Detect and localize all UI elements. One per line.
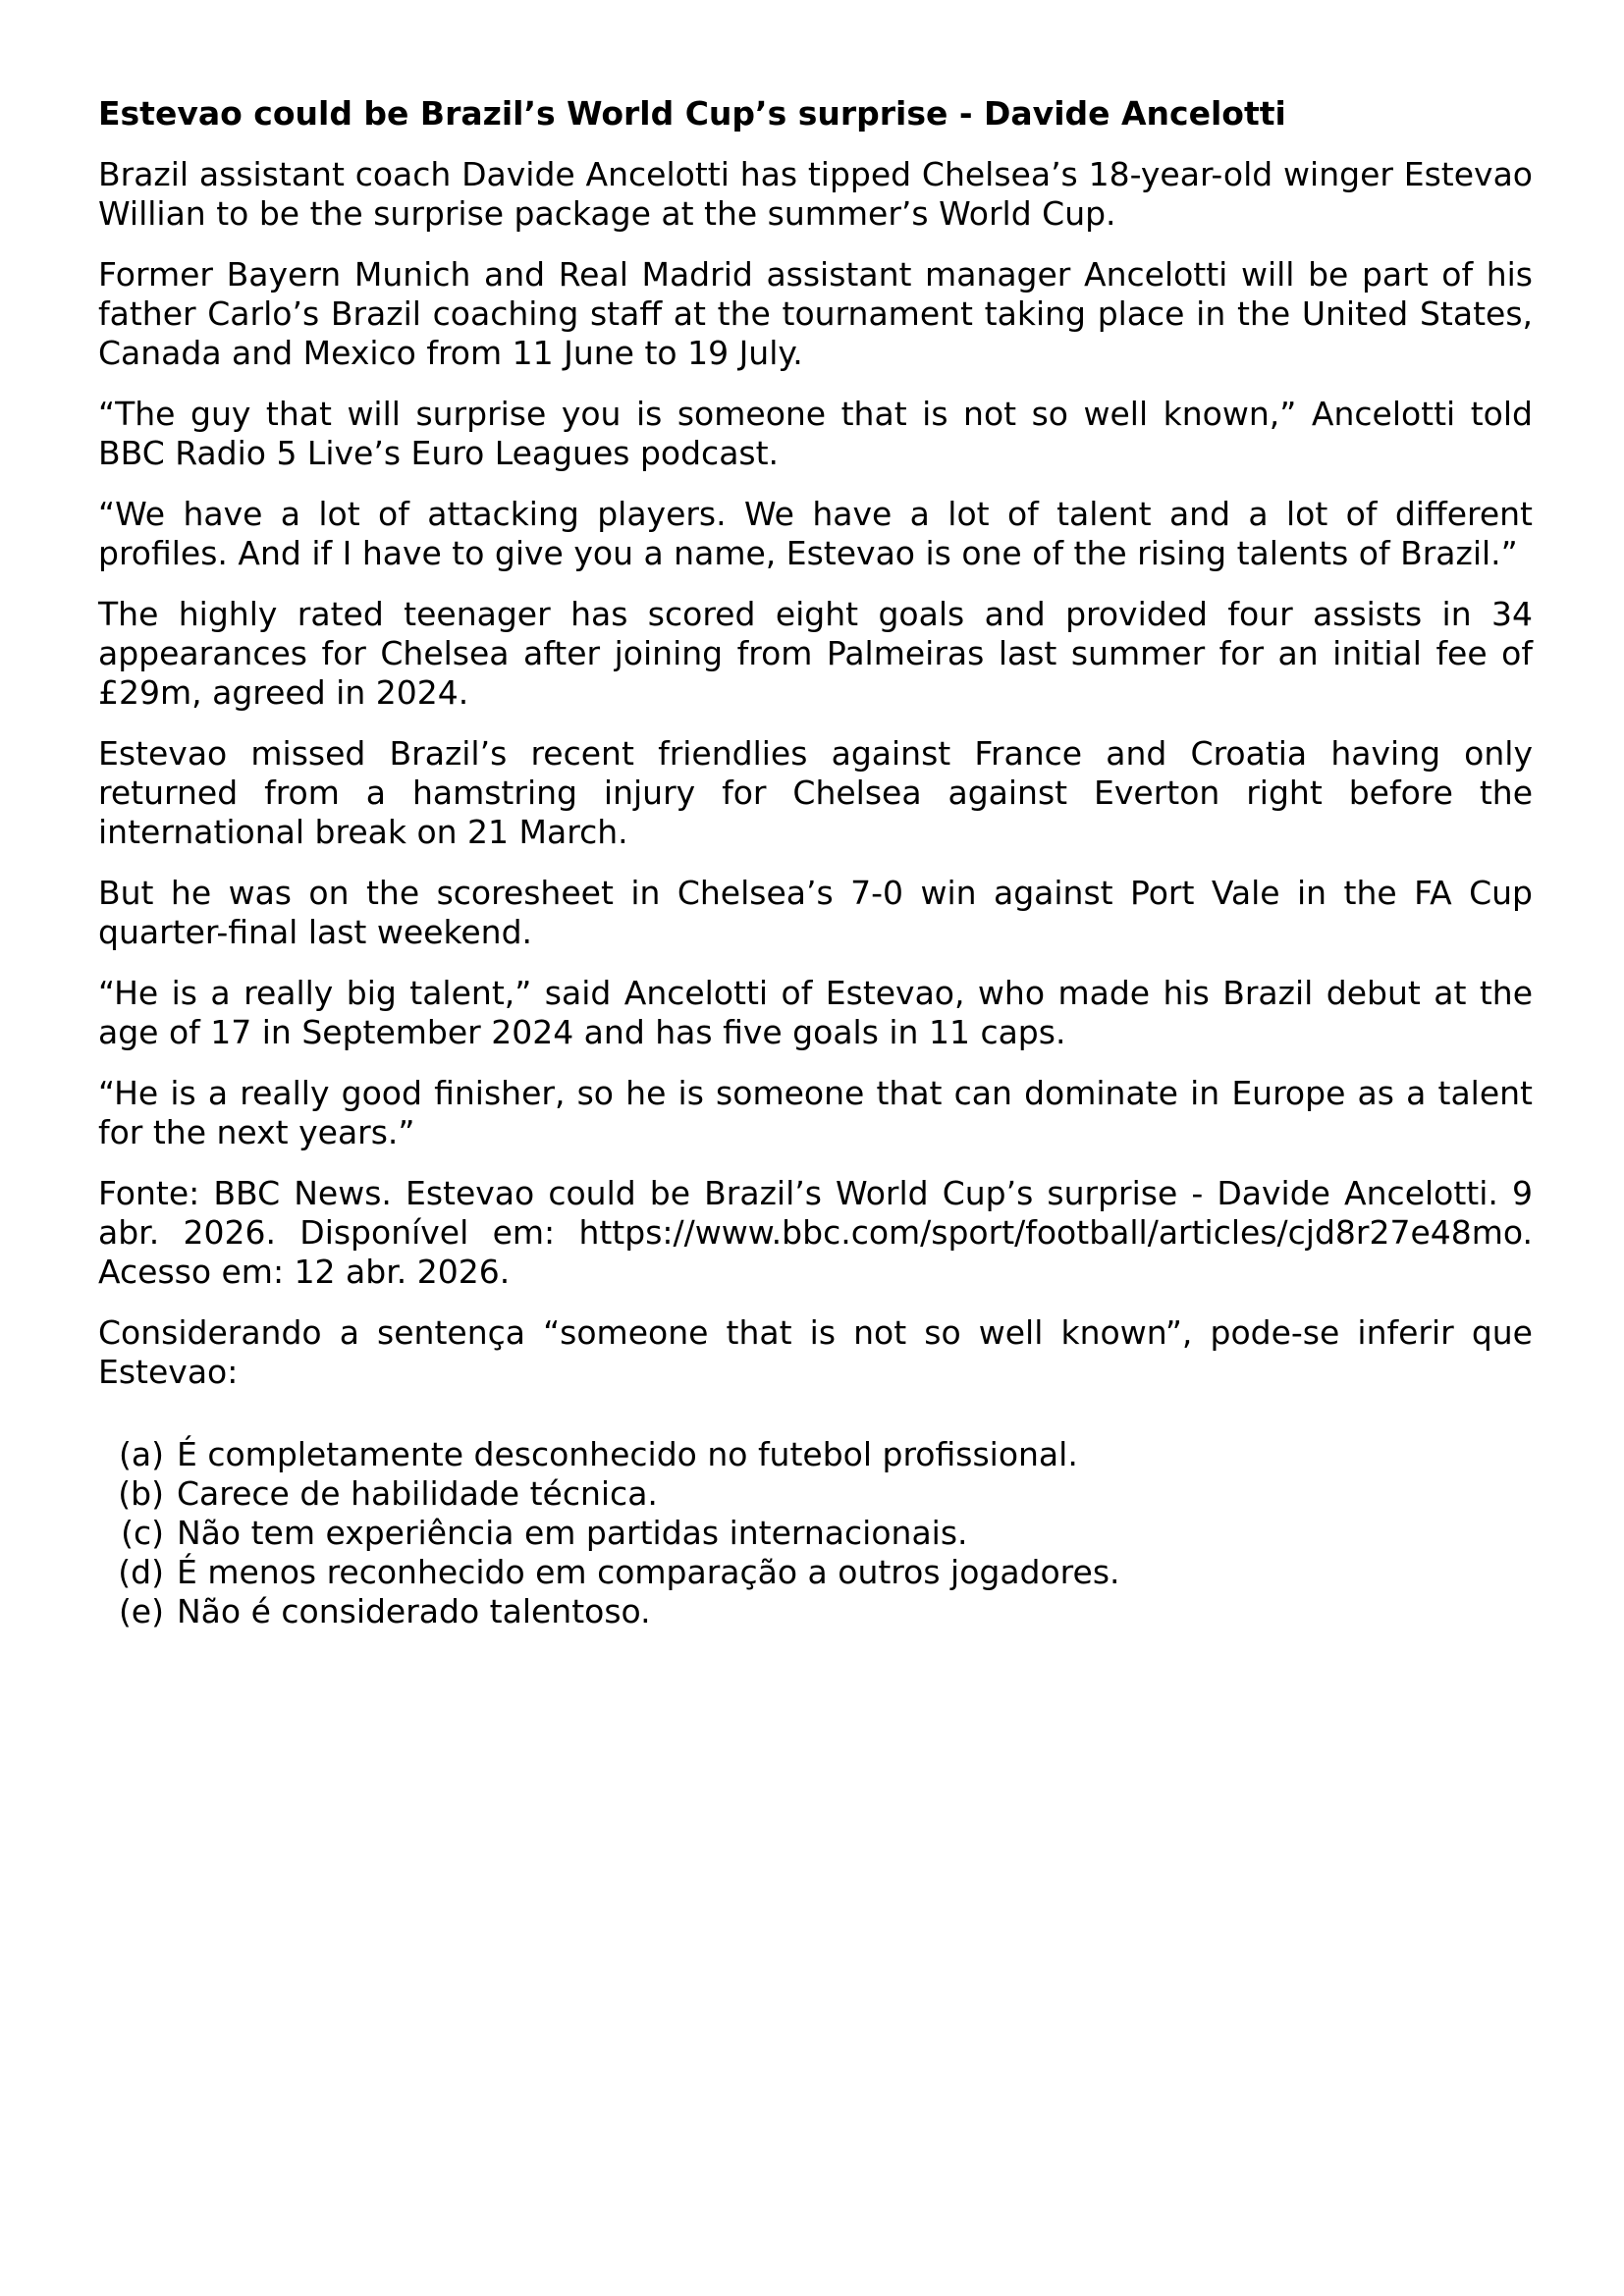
article-title: Estevao could be Brazil’s World Cup’s surprise - Davide Ancelotti bbox=[98, 94, 1286, 133]
option-b bbox=[98, 1474, 1533, 1514]
paragraph-6: Estevao missed Brazil’s recent friendlies against France and Croatia having only returned from a hamstring injury for Chelsea against Everton right before the international break on 21 March. bbox=[98, 734, 1533, 851]
option-text: É completamente desconhecido no futebol profissional. bbox=[177, 1435, 1078, 1473]
option-letter: (a) bbox=[119, 1435, 164, 1473]
paragraph-1: Brazil assistant coach Davide Ancelotti has tipped Chelsea’s 18-year-old winger Estevao Willian to be the surprise package at the summer’s World Cup. bbox=[98, 155, 1533, 233]
paragraph-5: The highly rated teenager has scored eight goals and provided four assists in 34 appearances for Chelsea after joining from Palmeiras last summer for an initial fee of £29m, agreed in 2024. bbox=[98, 595, 1533, 712]
option-letter: (c) bbox=[121, 1514, 164, 1552]
option-c bbox=[98, 1514, 1533, 1553]
option-text: Não é considerado talentoso. bbox=[177, 1592, 651, 1630]
option-e bbox=[98, 1592, 1533, 1631]
option-letter: (b) bbox=[118, 1474, 164, 1513]
document-page bbox=[98, 94, 1533, 1631]
source-citation: Fonte: BBC News. Estevao could be Brazil’s World Cup’s surprise - Davide Ancelotti. 9 abr. 2026. Disponível em: https://www.bbc.com/sport/football/articles/cjd8r27e48mo. Acesso em: 12 abr. 2026. bbox=[98, 1174, 1533, 1291]
option-letter: (e) bbox=[118, 1592, 164, 1630]
paragraph-2: Former Bayern Munich and Real Madrid assistant manager Ancelotti will be part of his father Carlo’s Brazil coaching staff at the tournament taking place in the United States, Canada and Mexico from 11 June to 19 July. bbox=[98, 255, 1533, 372]
option-text: Carece de habilidade técnica. bbox=[177, 1474, 658, 1513]
option-text: Não tem experiência em partidas internacionais. bbox=[177, 1514, 968, 1552]
paragraph-9: “He is a really good finisher, so he is someone that can dominate in Europe as a talent for the next years.” bbox=[98, 1074, 1533, 1151]
paragraph-4: “We have a lot of attacking players. We have a lot of talent and a lot of different profiles. And if I have to give you a name, Estevao is one of the rising talents of Brazil.” bbox=[98, 495, 1533, 572]
paragraph-3: “The guy that will surprise you is someone that is not so well known,” Ancelotti told BBC Radio 5 Live’s Euro Leagues podcast. bbox=[98, 395, 1533, 472]
paragraph-8: “He is a really big talent,” said Ancelotti of Estevao, who made his Brazil debut at the age of 17 in September 2024 and has five goals in 11 caps. bbox=[98, 974, 1533, 1051]
option-a bbox=[98, 1435, 1533, 1474]
paragraph-7: But he was on the scoresheet in Chelsea’s 7-0 win against Port Vale in the FA Cup quarter-final last weekend. bbox=[98, 874, 1533, 951]
question-stem: Considerando a sentença “someone that is not so well known”, pode-se inferir que Estevao: bbox=[98, 1313, 1533, 1391]
option-text: É menos reconhecido em comparação a outros jogadores. bbox=[177, 1553, 1120, 1591]
option-letter: (d) bbox=[118, 1553, 164, 1591]
answer-options bbox=[98, 1435, 1533, 1631]
option-d bbox=[98, 1553, 1533, 1592]
